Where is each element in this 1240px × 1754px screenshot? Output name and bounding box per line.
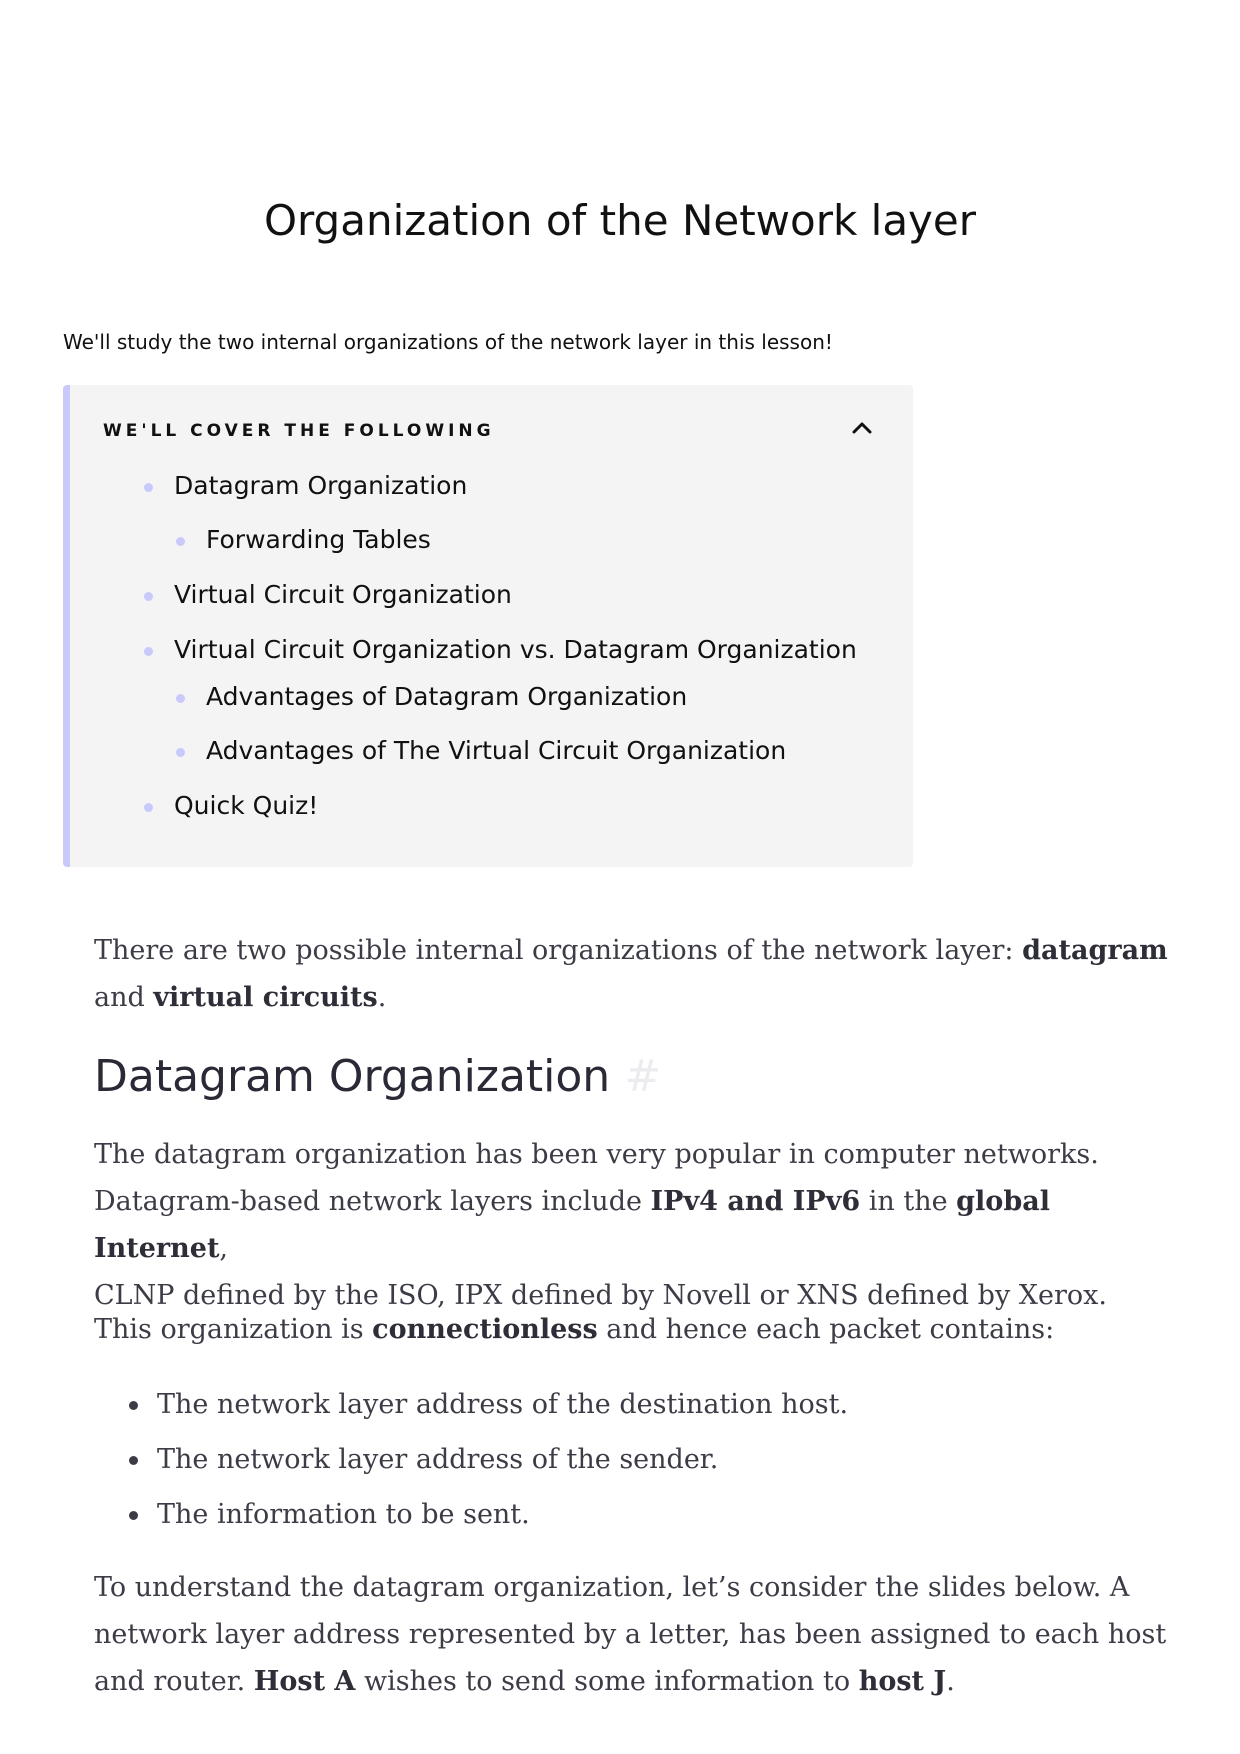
bullet [176, 694, 185, 703]
bullet [144, 803, 153, 812]
text: in the [860, 1186, 957, 1217]
toc-item-label: Advantages of Datagram Organization [206, 682, 688, 711]
bold-text: datagram [1022, 935, 1168, 966]
text: . [946, 1666, 955, 1697]
bullet [129, 1401, 138, 1410]
bold-text: Host A [253, 1666, 356, 1697]
paragraph-organizations [94, 927, 1174, 1021]
bullet [144, 592, 153, 601]
text: . [377, 982, 387, 1013]
paragraph-connectionless [94, 1306, 1174, 1353]
bullet [129, 1456, 138, 1465]
list-item [157, 1381, 848, 1428]
bullet [176, 748, 185, 757]
bold-text: virtual circuits [153, 982, 378, 1013]
lesson-intro: We'll study the two internal organizations of the network layer in this lesson! [63, 330, 833, 354]
text: network layer address represented by a letter, has been assigned to each host [94, 1619, 1167, 1650]
list-item-text: The information to be sent. [157, 1499, 530, 1530]
toc-item-virtual-circuit-organization[interactable] [174, 578, 512, 612]
text: wishes to send some information to [355, 1666, 859, 1697]
text: This organization is [94, 1314, 373, 1345]
toc-item-label: Advantages of The Virtual Circuit Organization [206, 736, 787, 765]
text: The datagram organization has been very popular in computer networks. [94, 1139, 1099, 1170]
paragraph-slides-intro [94, 1564, 1174, 1705]
text: There are two possible internal organizations of the network layer: [94, 935, 1023, 966]
page-title: Organization of the Network layer [263, 196, 977, 245]
paragraph-datagram-popular [94, 1131, 1174, 1319]
list-item [157, 1436, 718, 1483]
list-item [157, 1491, 530, 1538]
toc-item-label: Forwarding Tables [206, 525, 431, 554]
section-heading-datagram [94, 1048, 661, 1106]
text: To understand the datagram organization, let’s consider the slides below. A [94, 1572, 1130, 1603]
toc-item-quick-quiz[interactable] [174, 789, 318, 823]
toc-item-forwarding-tables[interactable] [206, 523, 431, 557]
table-of-contents [63, 385, 913, 867]
toc-item-advantages-virtual-circuit[interactable] [206, 734, 786, 768]
toc-item-label: Virtual Circuit Organization [174, 580, 512, 609]
text: CLNP defined by the ISO, IPX defined by Novell or XNS defined by Xerox. [94, 1280, 1107, 1311]
list-item-text: The network layer address of the sender. [157, 1444, 719, 1475]
bullet [144, 647, 153, 656]
bullet [144, 483, 153, 492]
bold-text: connectionless [372, 1314, 598, 1345]
bold-text: IPv4 and IPv6 [650, 1186, 861, 1217]
toc-header: WE'LL COVER THE FOLLOWING [103, 421, 495, 441]
list-item-text: The network layer address of the destination host. [157, 1389, 849, 1420]
chevron-up-icon[interactable] [847, 413, 877, 443]
toc-item-vc-vs-datagram[interactable] [174, 633, 857, 667]
bullet [176, 537, 185, 546]
toc-item-label: Quick Quiz! [174, 791, 319, 820]
text: and hence each packet contains: [597, 1314, 1055, 1345]
text: and router. [94, 1666, 254, 1697]
text: and [94, 982, 154, 1013]
toc-item-datagram-organization[interactable] [174, 469, 467, 503]
toc-item-label: Datagram Organization [174, 471, 468, 500]
bold-text: host J [858, 1666, 947, 1697]
bold-text: global Internet [94, 1186, 1050, 1264]
toc-item-advantages-datagram[interactable] [206, 680, 687, 714]
toc-item-label: Virtual Circuit Organization vs. Datagram Organization [174, 635, 857, 664]
section-heading-text: Datagram Organization [94, 1051, 611, 1102]
text: Datagram-based network layers include [94, 1186, 651, 1217]
text: , [219, 1233, 229, 1264]
anchor-link[interactable]: # [624, 1051, 662, 1102]
bullet [129, 1511, 138, 1520]
